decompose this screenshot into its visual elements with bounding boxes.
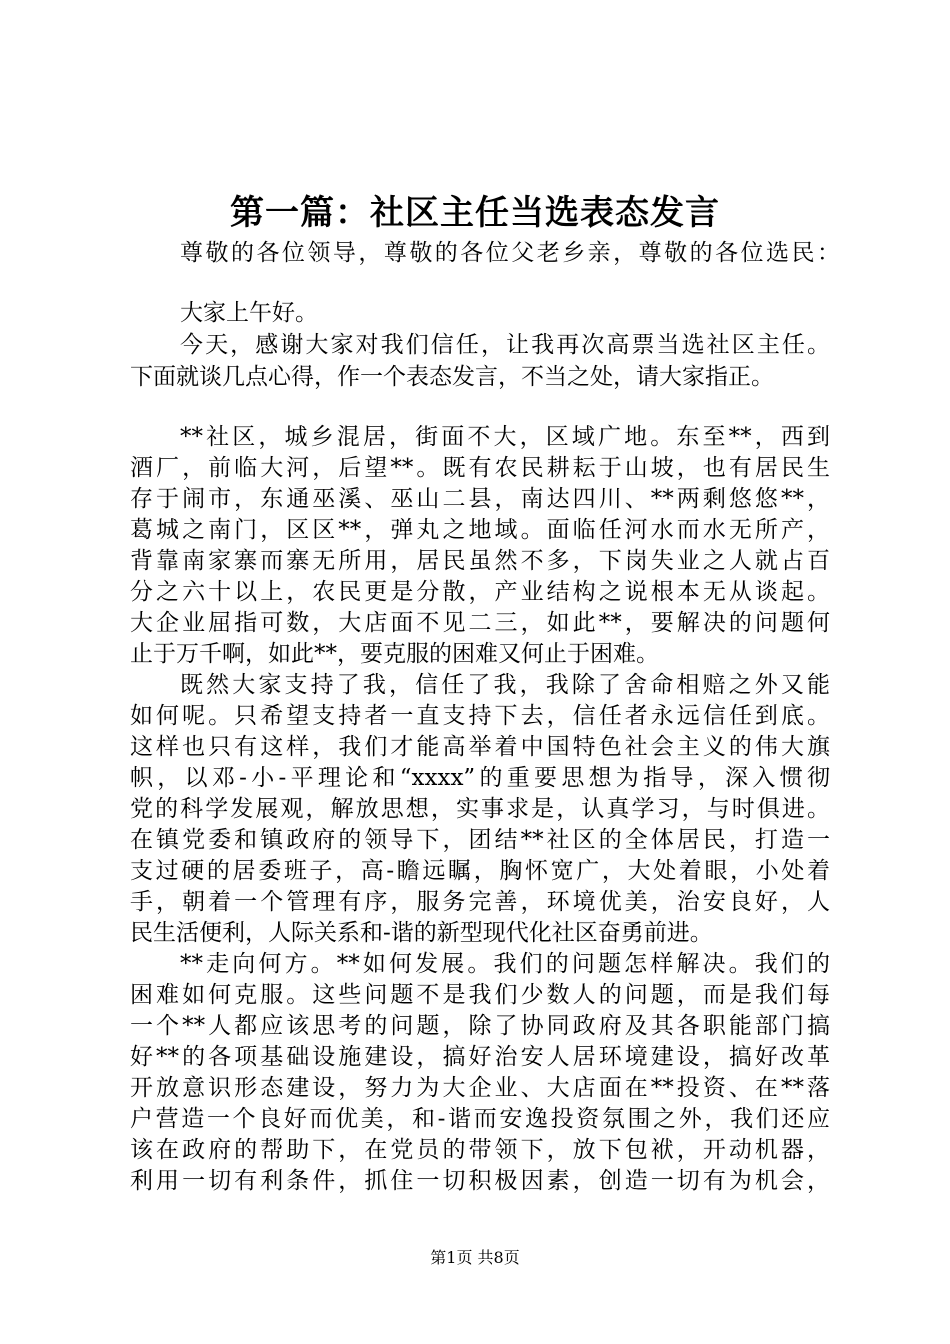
paragraph-line: 开放意识形态建设，努力为大企业、大店面在**投资、在**落 [130,1075,830,1101]
paragraph-line: 葛城之南门，区区**，弹丸之地域。面临任河水而水无所产， [130,517,830,543]
paragraph-line: 今天，感谢大家对我们信任，让我再次高票当选社区主任。 [180,332,830,358]
paragraph-line: 这样也只有这样，我们才能高举着中国特色社会主义的伟大旗 [130,734,830,760]
salutation: 尊敬的各位领导，尊敬的各位父老乡亲，尊敬的各位选民： [180,240,840,266]
paragraph-line: 既然大家支持了我，信任了我，我除了舍命相赔之外又能 [180,672,830,698]
paragraph-line: 如何呢。只希望支持者一直支持下去，信任者永远信任到底。 [130,703,830,729]
paragraph-line: 止于万千啊，如此**，要克服的困难又何止于困难。 [130,641,659,667]
paragraph-line: 在镇党委和镇政府的领导下，团结**社区的全体居民，打造一 [130,827,830,853]
paragraph-line: 困难如何克服。这些问题不是我们少数人的问题，而是我们每 [130,982,830,1008]
page-number-footer: 第1页 共8页 [430,1248,520,1267]
paragraph-line: 户营造一个良好而优美，和-谐而安逸投资氛围之外，我们还应 [130,1106,830,1132]
paragraph-line: 大企业屈指可数，大店面不见二三，如此**，要解决的问题何 [130,610,830,636]
paragraph-line: 下面就谈几点心得，作一个表态发言，不当之处，请大家指正。 [130,364,774,390]
paragraph-line: 党的科学发展观，解放思想，实事求是，认真学习，与时俱进。 [130,796,830,822]
paragraph-line: 帜，以邓-小-平理论和“xxxx”的重要思想为指导，深入惯彻 [130,765,830,791]
paragraph-line: 分之六十以上，农民更是分散，产业结构之说根本无从谈起。 [130,579,830,605]
paragraph-line: 一个**人都应该思考的问题，除了协同政府及其各职能部门搞 [130,1013,830,1039]
paragraph-line: 酒厂，前临大河，后望**。既有农民耕耘于山坡，也有居民生 [130,455,830,481]
paragraph-line: 支过硬的居委班子，高-瞻远瞩，胸怀宽广，大处着眼，小处着 [130,858,830,884]
paragraph-line: 利用一切有利条件，抓住一切积极因素，创造一切有为机会， [130,1168,830,1194]
paragraph-line: 存于闹市，东通巫溪、巫山二县，南达四川、**两剩悠悠**， [130,486,830,512]
paragraph-line: 该在政府的帮助下，在党员的带领下，放下包袱，开动机器， [130,1137,830,1163]
paragraph-line: **走向何方。**如何发展。我们的问题怎样解决。我们的 [180,951,830,977]
paragraph-line: 手，朝着一个管理有序，服务完善，环境优美，治安良好，人 [130,889,830,915]
paragraph-line: 背靠南家寨而寨无所用，居民虽然不多，下岗失业之人就占百 [130,548,830,574]
paragraph-line: 好**的各项基础设施建设，搞好治安人居环境建设，搞好改革 [130,1044,830,1070]
greeting: 大家上午好。 [180,300,318,326]
paragraph-line: **社区，城乡混居，街面不大，区域广地。东至**，西到 [180,424,830,450]
paragraph-line: 民生活便利，人际关系和-谐的新型现代化社区奋勇前进。 [130,920,713,946]
document-title: 第一篇：社区主任当选表态发言 [230,193,720,233]
